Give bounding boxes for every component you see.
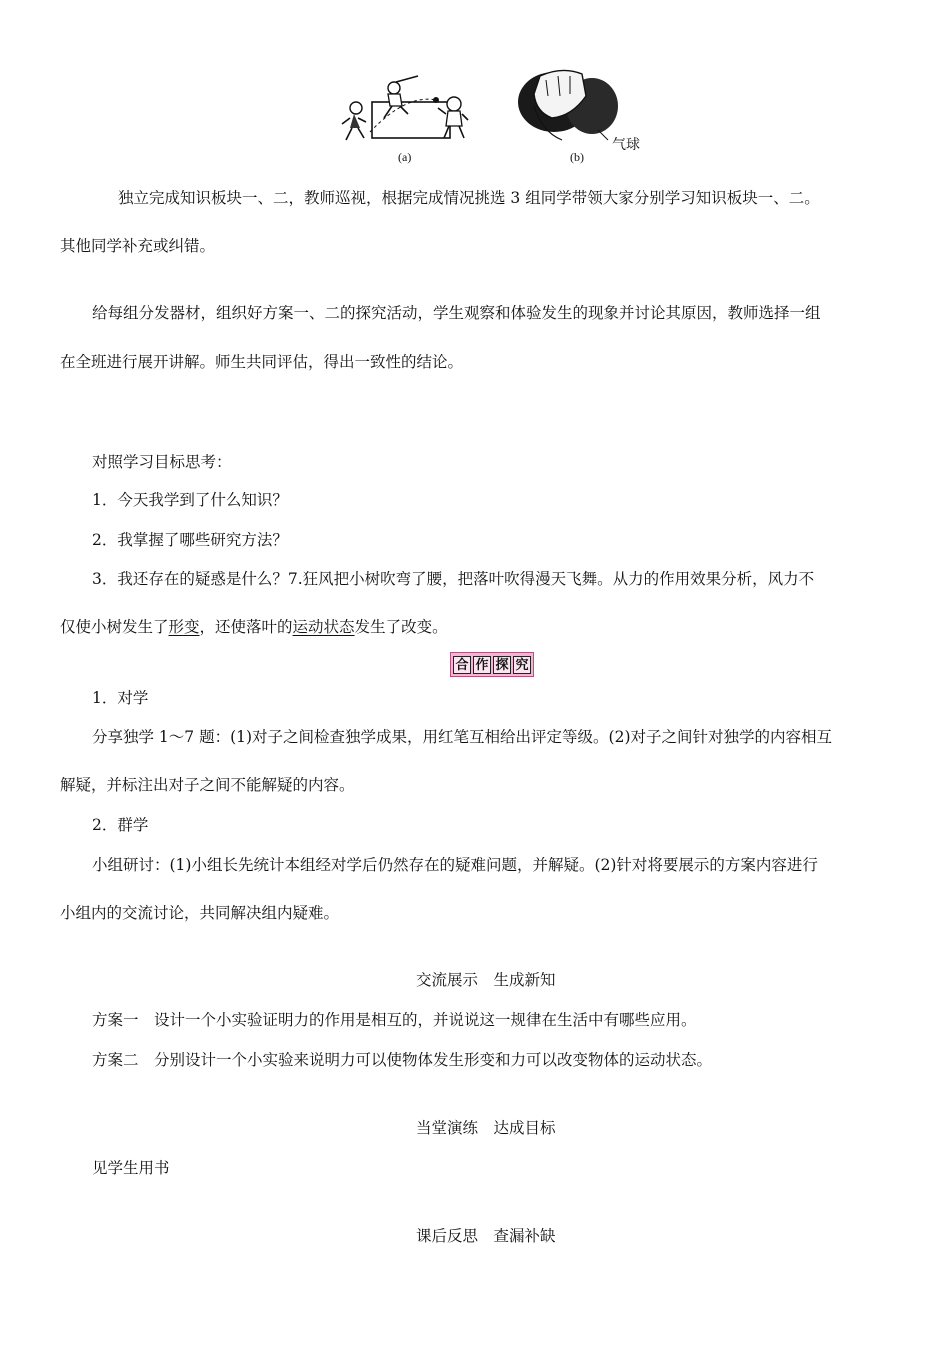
question-3-line-1: 3．我还存在的疑惑是什么？7.狂风把小树吹弯了腰，把落叶吹得漫天飞舞。从力的作用效果分析，风力不 [92, 570, 815, 588]
paragraph-2-line-2: 在全班进行展开讲解。师生共同评估，得出一致性的结论。 [60, 353, 464, 371]
question-3-line-2 [60, 617, 448, 637]
group-study-title: 2．群学 [92, 816, 149, 834]
balloon-label: 气球 [612, 138, 640, 153]
after-class-heading: 课后反思 查漏补缺 [416, 1227, 556, 1245]
banner-char-2: 作 [473, 656, 491, 674]
figure-a-caption: (a) [398, 150, 412, 164]
figure-b-caption: (b) [570, 150, 584, 164]
practice-heading: 当堂演练 达成目标 [416, 1119, 556, 1137]
banner-char-4: 究 [513, 656, 531, 674]
q3-text-c: 发生了改变。 [354, 618, 448, 636]
q3-text-b: ，还使落叶的 [199, 618, 293, 636]
pair-study-line-2: 解疑，并标注出对子之间不能解疑的内容。 [60, 776, 355, 794]
answer-blank-deformation: 形变 [168, 618, 200, 636]
reflection-title: 对照学习目标思考： [92, 453, 232, 471]
figure-b-balloon-illustration [512, 66, 620, 146]
group-study-line-2: 小组内的交流讨论，共同解决组内疑难。 [60, 904, 340, 922]
practice-text: 见学生用书 [92, 1159, 170, 1177]
paragraph-2-line-1: 给每组分发器材，组织好方案一、二的探究活动，学生观察和体验发生的现象并讨论其原因，教师选择一组 [92, 304, 821, 322]
banner-char-1: 合 [453, 656, 471, 674]
pair-study-title: 1．对学 [92, 689, 149, 707]
paragraph-1-line-2: 其他同学补充或纠错。 [60, 237, 216, 255]
question-2: 2．我掌握了哪些研究方法？ [92, 531, 288, 549]
exchange-heading: 交流展示 生成新知 [416, 971, 556, 989]
question-1: 1．今天我学到了什么知识？ [92, 491, 288, 509]
pair-study-line-1: 分享独学 1～7 题：(1)对子之间检查独学成果，用红笔互相给出评定等级。(2)对子之间针对独学的内容相互 [92, 728, 832, 746]
plan-1: 方案一 设计一个小实验证明力的作用是相互的，并说说这一规律在生活中有哪些应用。 [92, 1011, 697, 1029]
figure-a-soccer-illustration [336, 74, 472, 146]
banner-char-3: 探 [493, 656, 511, 674]
q3-text-a: 仅使小树发生了 [60, 618, 169, 636]
group-study-line-1: 小组研讨：(1)小组长先统计本组经对学后仍然存在的疑难问题，并解疑。(2)针对将要展示的方案内容进行 [92, 856, 818, 874]
plan-2: 方案二 分别设计一个小实验来说明力可以使物体发生形变和力可以改变物体的运动状态。 [92, 1051, 713, 1069]
answer-blank-motion-state: 运动状态 [292, 618, 355, 636]
paragraph-1-line-1: 独立完成知识板块一、二，教师巡视，根据完成情况挑选 3 组同学带领大家分别学习知识板块一、二。 [118, 189, 820, 207]
cooperation-banner [450, 652, 534, 677]
